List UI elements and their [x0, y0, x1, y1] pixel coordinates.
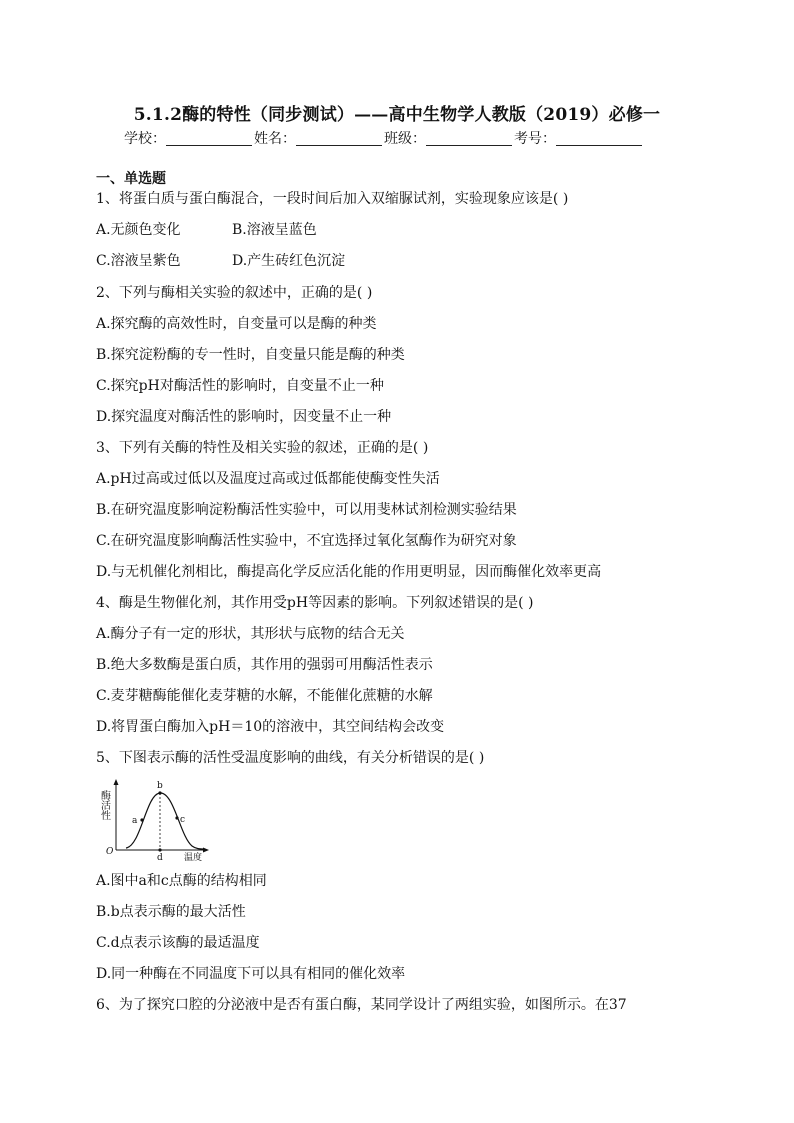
question-1-option-c: C.溶液呈紫色	[96, 253, 181, 269]
question-2-option-d: D.探究温度对酶活性的影响时，因变量不止一种	[96, 409, 392, 425]
figure-label-b: b	[157, 781, 163, 791]
question-1-option-b: B.溶液呈蓝色	[232, 222, 317, 238]
figure-label-a: a	[132, 816, 138, 826]
figure-y-axis-label: 酶活性	[98, 790, 110, 820]
question-3-option-b: B.在研究温度影响淀粉酶活性实验中，可以用斐林试剂检测实验结果	[96, 502, 517, 518]
class-blank[interactable]	[426, 131, 512, 146]
figure-point-a	[140, 818, 143, 821]
figure-point-c	[175, 816, 178, 819]
question-2-option-b: B.探究淀粉酶的专一性时，自变量只能是酶的种类	[96, 347, 405, 363]
name-label: 姓名：	[254, 131, 296, 147]
question-4-option-c: C.麦芽糖酶能催化麦芽糖的水解，不能催化蔗糖的水解	[96, 688, 433, 704]
question-1-stem: 1、将蛋白质与蛋白酶混合，一段时间后加入双缩脲试剂，实验现象应该是( )	[96, 191, 569, 207]
section-heading: 一、单选题	[96, 171, 166, 187]
school-label: 学校：	[124, 131, 166, 147]
question-1-option-a: A.无颜色变化	[96, 222, 181, 238]
question-3-option-c: C.在研究温度影响酶活性实验中，不宜选择过氧化氢酶作为研究对象	[96, 533, 517, 549]
figure-origin-label: O	[106, 847, 114, 857]
question-3-option-a: A.pH过高或过低以及温度过高或过低都能使酶变性失活	[96, 471, 440, 487]
question-5-option-d: D.同一种酶在不同温度下可以具有相同的催化效率	[96, 966, 406, 982]
question-3-stem: 3、下列有关酶的特性及相关实验的叙述，正确的是( )	[96, 440, 429, 456]
figure-activity-curve	[126, 793, 204, 849]
figure-x-axis-label: 温度	[184, 853, 203, 862]
exam-number-label: 考号：	[514, 131, 556, 147]
question-4-option-b: B.绝大多数酶是蛋白质，其作用的强弱可用酶活性表示	[96, 657, 433, 673]
question-3-option-d: D.与无机催化剂相比，酶提高化学反应活化能的作用更明显，因而酶催化效率更高	[96, 564, 602, 580]
enzyme-activity-temperature-figure	[96, 776, 216, 862]
question-4-option-d: D.将胃蛋白酶加入pH＝10的溶液中，其空间结构会改变	[96, 719, 445, 735]
figure-point-d	[158, 848, 161, 851]
page-title: 5.1.2酶的特性（同步测试）——高中生物学人教版（2019）必修一	[133, 105, 661, 125]
question-4-option-a: A.酶分子有一定的形状，其形状与底物的结合无关	[96, 626, 405, 642]
figure-point-b	[158, 791, 161, 794]
student-info-row	[124, 128, 644, 148]
class-label: 班级：	[384, 131, 426, 147]
question-5-option-a: A.图中a和c点酶的结构相同	[96, 873, 267, 889]
question-4-stem: 4、酶是生物催化剂，其作用受pH等因素的影响。下列叙述错误的是( )	[96, 595, 534, 611]
question-5-stem: 5、下图表示酶的活性受温度影响的曲线，有关分析错误的是( )	[96, 750, 485, 766]
question-1-option-d: D.产生砖红色沉淀	[232, 253, 346, 269]
question-6-stem: 6、为了探究口腔的分泌液中是否有蛋白酶，某同学设计了两组实验，如图所示。在37	[96, 997, 627, 1013]
school-blank[interactable]	[166, 131, 252, 146]
exam-number-blank[interactable]	[556, 131, 642, 146]
figure-x-axis-arrow	[203, 848, 209, 853]
figure-label-d: d	[157, 853, 163, 862]
question-2-option-c: C.探究pH对酶活性的影响时，自变量不止一种	[96, 378, 384, 394]
question-2-stem: 2、下列与酶相关实验的叙述中，正确的是( )	[96, 285, 373, 301]
question-5-option-c: C.d点表示该酶的最适温度	[96, 935, 260, 951]
figure-y-axis-arrow	[114, 779, 119, 785]
name-blank[interactable]	[296, 131, 382, 146]
question-2-option-a: A.探究酶的高效性时，自变量可以是酶的种类	[96, 316, 377, 332]
figure-label-c: c	[180, 815, 186, 825]
question-5-option-b: B.b点表示酶的最大活性	[96, 904, 246, 920]
